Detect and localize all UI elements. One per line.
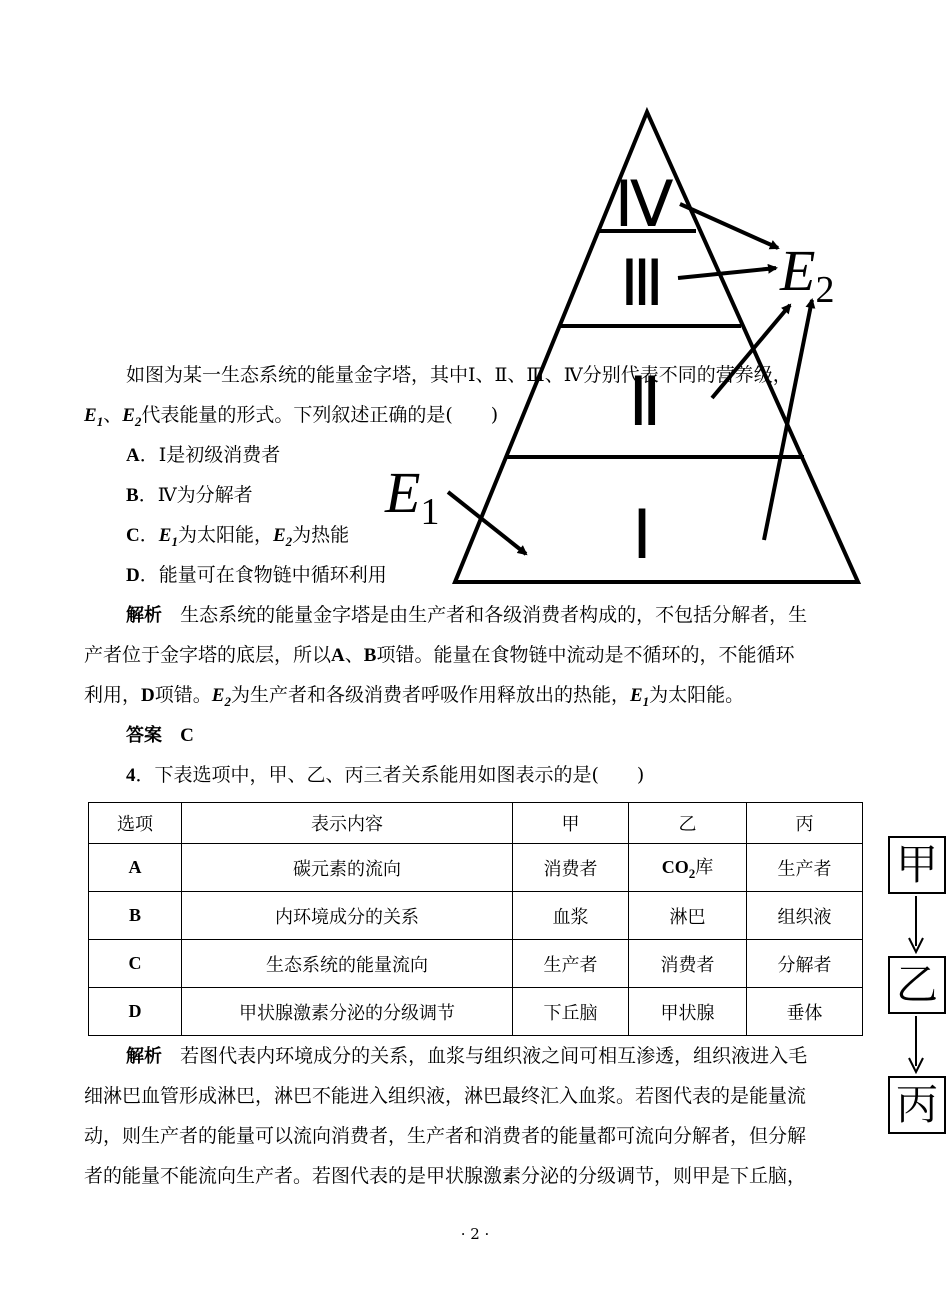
- e1-label: $E_1$: [385, 460, 440, 533]
- table-row: [89, 892, 863, 940]
- q3-stem-line1: 如图为某一生态系统的能量金字塔，其中Ⅰ、Ⅱ、Ⅲ、Ⅳ分别代表不同的营养级，: [126, 364, 792, 386]
- q3-analysis-line3: 利用，D项错。$E_2$为生产者和各级消费者呼吸作用释放出的热能，$E_1$为太阳能。: [84, 684, 745, 709]
- table-row: [89, 844, 863, 892]
- arrow-iv-to-e2: [680, 204, 778, 248]
- q4-analysis-line4: 者的能量不能流向生产者。若图代表的是甲状腺激素分泌的分级调节，则甲是下丘脑，: [84, 1165, 807, 1187]
- level-3-label: Ⅲ: [619, 248, 665, 319]
- q4-analysis-line2: 细淋巴血管形成淋巴，淋巴不能进入组织液，淋巴最终汇入血浆。若图代表的是能量流: [84, 1085, 807, 1107]
- row-option: A: [89, 844, 182, 892]
- q3-stem-line2: $E_1$、$E_2$代表能量的形式。下列叙述正确的是( ): [84, 404, 499, 429]
- row-yi: 甲状腺: [629, 988, 747, 1036]
- table-header-row: [89, 803, 863, 844]
- header-option: 选项: [89, 803, 182, 844]
- row-jia: 下丘脑: [513, 988, 629, 1036]
- header-jia: 甲: [513, 803, 629, 844]
- q4-analysis-line3: 动，则生产者的能量可以流向消费者，生产者和消费者的能量都可流向分解者，但分解: [84, 1125, 807, 1147]
- q4-options-table: [88, 802, 863, 1036]
- flow-arrow-1: [905, 896, 927, 954]
- table-row: [89, 940, 863, 988]
- row-jia: 消费者: [513, 844, 629, 892]
- row-jia: 血浆: [513, 892, 629, 940]
- row-yi: $CO_2$库: [629, 844, 747, 892]
- row-bing: 组织液: [747, 892, 863, 940]
- flow-box-bing: 丙: [888, 1076, 946, 1134]
- q3-analysis-line2: 产者位于金字塔的底层，所以A、B项错。能量在食物链中流动是不循环的，不能循环: [84, 644, 795, 666]
- row-content: 生态系统的能量流向: [182, 940, 513, 988]
- row-bing: 生产者: [747, 844, 863, 892]
- row-bing: 分解者: [747, 940, 863, 988]
- q4-stem: 4．下表选项中，甲、乙、丙三者关系能用如图表示的是( ): [126, 764, 645, 786]
- row-yi: 淋巴: [629, 892, 747, 940]
- q3-option-b: B．Ⅳ为分解者: [126, 484, 253, 506]
- row-option: D: [89, 988, 182, 1036]
- row-jia: 生产者: [513, 940, 629, 988]
- energy-pyramid-figure: [380, 100, 865, 590]
- q3-answer: 答案 C: [126, 725, 194, 746]
- flow-arrow-2: [905, 1016, 927, 1074]
- level-2-label: Ⅱ: [628, 364, 662, 440]
- flow-box-jia: 甲: [888, 836, 946, 894]
- flow-box-yi: 乙: [888, 956, 946, 1014]
- q3-option-a: A．Ⅰ是初级消费者: [126, 444, 281, 466]
- level-1-label: Ⅰ: [631, 497, 653, 573]
- row-option: C: [89, 940, 182, 988]
- row-bing: 垂体: [747, 988, 863, 1036]
- q3-option-d: D．能量可在食物链中循环利用: [126, 564, 387, 586]
- q3-option-c: C．$E_1$为太阳能，$E_2$为热能: [126, 524, 350, 549]
- q3-analysis-line1: 解析 生态系统的能量金字塔是由生产者和各级消费者构成的，不包括分解者，生: [126, 604, 808, 626]
- level-4-label: Ⅳ: [614, 169, 674, 240]
- row-content: 内环境成分的关系: [182, 892, 513, 940]
- table-row: [89, 988, 863, 1036]
- row-option: B: [89, 892, 182, 940]
- header-bing: 丙: [747, 803, 863, 844]
- arrow-i-to-e2: [764, 300, 812, 540]
- page-number: · 2 ·: [460, 1225, 490, 1243]
- row-yi: 消费者: [629, 940, 747, 988]
- header-content: 表示内容: [182, 803, 513, 844]
- row-content: 甲状腺激素分泌的分级调节: [182, 988, 513, 1036]
- arrow-iii-to-e2: [678, 268, 776, 278]
- row-content: 碳元素的流向: [182, 844, 513, 892]
- q4-analysis-line1: 解析 若图代表内环境成分的关系，血浆与组织液之间可相互渗透，组织液进入毛: [126, 1045, 808, 1067]
- e2-label: $E_2$: [780, 238, 835, 311]
- header-yi: 乙: [629, 803, 747, 844]
